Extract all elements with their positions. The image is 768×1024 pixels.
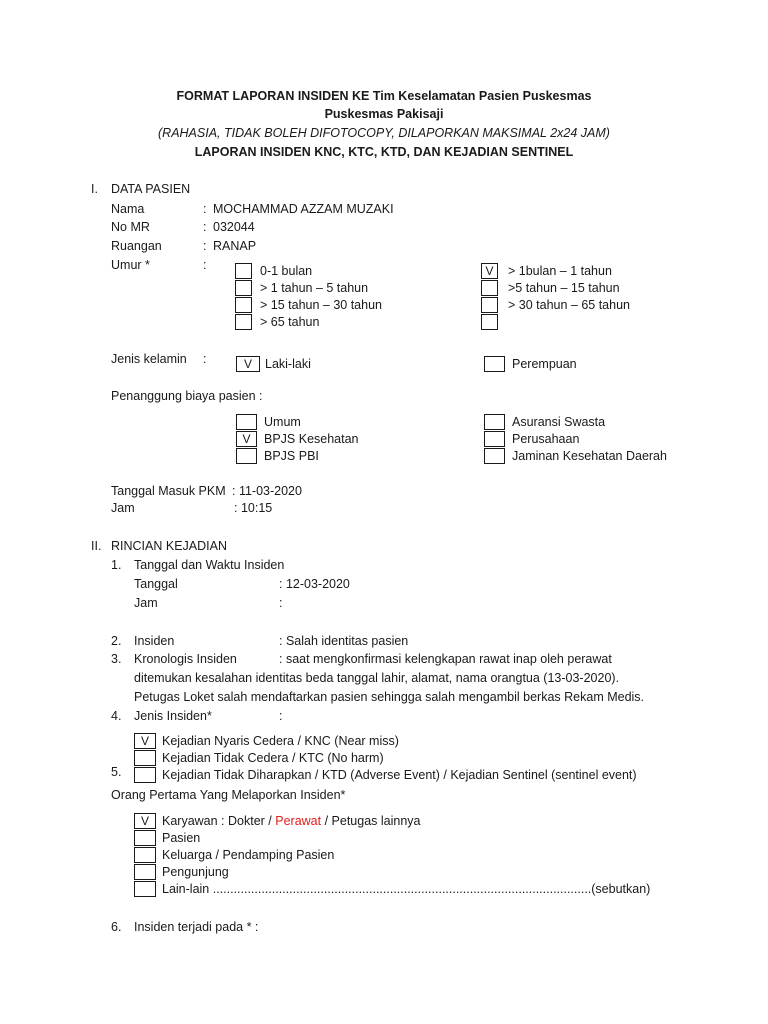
umur-label: Umur * xyxy=(111,258,150,272)
payer-checkbox[interactable]: V xyxy=(236,431,257,447)
umur-checkbox[interactable] xyxy=(481,314,498,330)
item-2-number: 2. xyxy=(111,634,122,648)
gender-female-checkbox[interactable] xyxy=(484,356,505,372)
item-2-label: Insiden xyxy=(134,634,175,648)
jenis-kelamin-label: Jenis kelamin xyxy=(111,352,187,366)
penanggung-biaya-label: Penanggung biaya pasien : xyxy=(111,389,263,403)
tanggal-masuk-value: : 11-03-2020 xyxy=(232,484,302,498)
jam-insiden-value: : xyxy=(279,596,283,610)
ruangan-label: Ruangan xyxy=(111,239,162,253)
payer-checkbox[interactable] xyxy=(484,414,505,430)
umur-checkbox[interactable] xyxy=(235,297,252,313)
no-mr-colon: : xyxy=(203,220,207,234)
item-1-number: 1. xyxy=(111,558,122,572)
gender-female-label: Perempuan xyxy=(512,357,577,371)
payer-checkbox[interactable] xyxy=(484,448,505,464)
item-6-number: 6. xyxy=(111,920,122,934)
umur-checkbox[interactable] xyxy=(235,280,252,296)
ruangan-colon: : xyxy=(203,239,207,253)
jam-insiden-label: Jam xyxy=(134,596,158,610)
umur-checkbox[interactable] xyxy=(481,280,498,296)
umur-option-label: > 65 tahun xyxy=(260,315,320,329)
reporter-checkbox[interactable] xyxy=(134,881,156,897)
payer-option-label: Perusahaan xyxy=(512,432,580,446)
nama-value: MOCHAMMAD AZZAM MUZAKI xyxy=(213,202,394,216)
reporter-option: Pasien xyxy=(162,831,201,845)
item-3-number: 3. xyxy=(111,652,122,666)
item-4-number: 4. xyxy=(111,709,122,723)
puskesmas-name: Puskesmas Pakisaji xyxy=(324,107,444,121)
reporter-option-karyawan xyxy=(162,814,420,829)
item-5-number: 5. xyxy=(111,765,122,779)
umur-option-label: >5 tahun – 15 tahun xyxy=(508,281,620,295)
payer-checkbox[interactable] xyxy=(484,431,505,447)
umur-option-label: 0-1 bulan xyxy=(260,264,313,278)
jam-masuk-label: Jam xyxy=(111,501,135,515)
nama-colon: : xyxy=(203,202,207,216)
payer-option-label: Jaminan Kesehatan Daerah xyxy=(512,449,667,463)
tanggal-insiden-label: Tanggal xyxy=(134,577,178,591)
item-4-label: Jenis Insiden* xyxy=(134,709,212,723)
tanggal-masuk-label: Tanggal Masuk PKM xyxy=(111,484,226,498)
umur-checkbox[interactable] xyxy=(235,263,252,279)
reporter-label: Orang Pertama Yang Melaporkan Insiden* xyxy=(111,788,346,802)
payer-option-label: Asuransi Swasta xyxy=(512,415,606,429)
report-title: LAPORAN INSIDEN KNC, KTC, KTD, DAN KEJADIAN SENTINEL xyxy=(194,145,574,159)
item-6-label: Insiden terjadi pada * : xyxy=(134,920,259,934)
jam-masuk-value: : 10:15 xyxy=(234,501,273,515)
jenis-insiden-option: Kejadian Tidak Diharapkan / KTD (Adverse Event) / Kejadian Sentinel (sentinel event) xyxy=(162,768,637,782)
payer-option-label: BPJS PBI xyxy=(264,449,319,463)
reporter-karyawan-prefix: Karyawan : Dokter / xyxy=(162,814,276,828)
item-3-label: Kronologis Insiden xyxy=(134,652,237,666)
jenis-insiden-checkbox[interactable]: V xyxy=(134,733,156,749)
payer-option-label: BPJS Kesehatan xyxy=(264,432,359,446)
reporter-checkbox[interactable] xyxy=(134,864,156,880)
section-2-number: II. xyxy=(91,539,102,553)
section-2-heading: RINCIAN KEJADIAN xyxy=(111,539,227,553)
confidential-note: (RAHASIA, TIDAK BOLEH DIFOTOCOPY, DILAPORKAN MAKSIMAL 2x24 JAM) xyxy=(158,126,610,140)
gender-male-label: Laki-laki xyxy=(265,357,311,371)
form-title: FORMAT LAPORAN INSIDEN KE Tim Keselamatan Pasien Puskesmas xyxy=(176,89,592,103)
jenis-insiden-option: Kejadian Nyaris Cedera / KNC (Near miss) xyxy=(162,734,399,748)
kronologis-line-1: : saat mengkonfirmasi kelengkapan rawat inap oleh perawat xyxy=(279,652,612,666)
jenis-insiden-option: Kejadian Tidak Cedera / KTC (No harm) xyxy=(162,751,384,765)
section-1-number: I. xyxy=(91,182,98,196)
reporter-option: Lain-lain .............................................................................................................(sebutkan) xyxy=(162,882,651,896)
reporter-perawat-highlight: Perawat xyxy=(275,814,322,828)
jenis-insiden-colon: : xyxy=(279,709,283,723)
kronologis-line-2: ditemukan kesalahan identitas beda tanggal lahir, alamat, nama orangtua (13-03-2020). xyxy=(134,671,620,685)
ruangan-value: RANAP xyxy=(213,239,257,253)
reporter-checkbox[interactable]: V xyxy=(134,813,156,829)
reporter-karyawan-suffix: / Petugas lainnya xyxy=(321,814,421,828)
umur-checkbox[interactable] xyxy=(481,297,498,313)
payer-checkbox[interactable] xyxy=(236,448,257,464)
nama-label: Nama xyxy=(111,202,145,216)
reporter-option: Pengunjung xyxy=(162,865,229,879)
payer-checkbox[interactable] xyxy=(236,414,257,430)
reporter-checkbox[interactable] xyxy=(134,847,156,863)
gender-male-checkbox[interactable]: V xyxy=(236,356,260,372)
insiden-value: : Salah identitas pasien xyxy=(279,634,409,648)
jenis-insiden-checkbox[interactable] xyxy=(134,750,156,766)
umur-colon: : xyxy=(203,258,207,272)
umur-option-label: > 30 tahun – 65 tahun xyxy=(508,298,630,312)
umur-option-label: > 15 tahun – 30 tahun xyxy=(260,298,382,312)
umur-option-label: > 1 tahun – 5 tahun xyxy=(260,281,369,295)
reporter-option: Keluarga / Pendamping Pasien xyxy=(162,848,335,862)
jenis-kelamin-colon: : xyxy=(203,352,207,366)
umur-checkbox[interactable]: V xyxy=(481,263,498,279)
reporter-checkbox[interactable] xyxy=(134,830,156,846)
tanggal-insiden-value: : 12-03-2020 xyxy=(279,577,350,591)
no-mr-value: 032044 xyxy=(213,220,255,234)
jenis-insiden-checkbox[interactable] xyxy=(134,767,156,783)
item-1-label: Tanggal dan Waktu Insiden xyxy=(134,558,285,572)
payer-option-label: Umum xyxy=(264,415,301,429)
section-1-heading: DATA PASIEN xyxy=(111,182,191,196)
umur-checkbox[interactable] xyxy=(235,314,252,330)
no-mr-label: No MR xyxy=(111,220,150,234)
kronologis-line-3: Petugas Loket salah mendaftarkan pasien sehingga salah mengambil berkas Rekam Medis. xyxy=(134,690,645,704)
umur-option-label: > 1bulan – 1 tahun xyxy=(508,264,612,278)
